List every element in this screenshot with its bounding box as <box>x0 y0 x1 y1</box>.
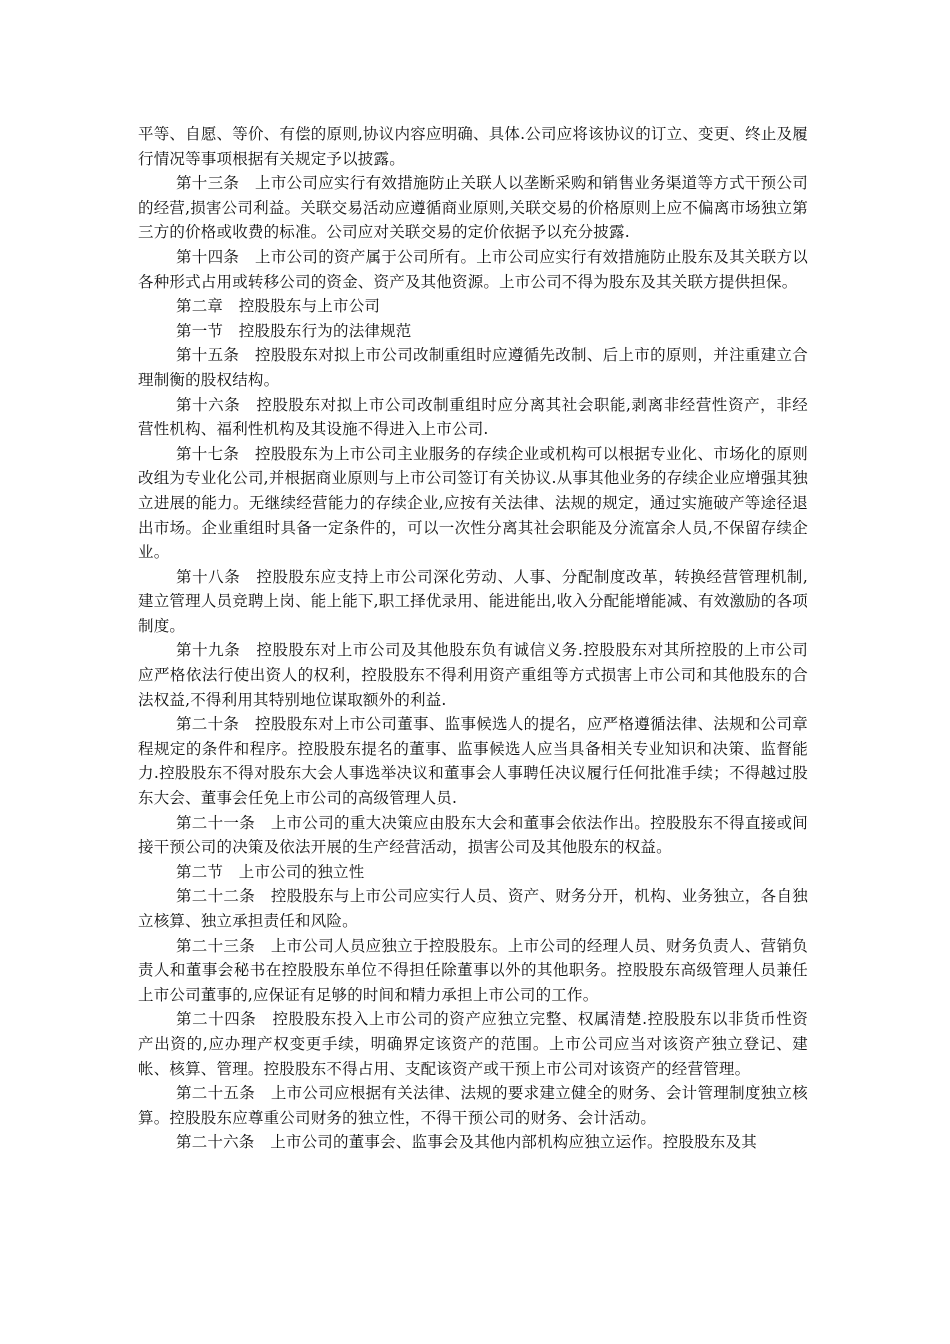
section-1-heading: 第一节 控股股东行为的法律规范 <box>176 321 412 340</box>
article-18: 第十八条 控股股东应支持上市公司深化劳动、人事、分配制度改革，转换经营管理机制,建立管理人员竞聘上岗、能上能下,职工择优录用、能进能出,收入分配能增能减、有效激励的各项制度。 <box>138 567 808 635</box>
article-16: 第十六条 控股股东对拟上市公司改制重组时应分离其社会职能,剥离非经营性资产，非经营性机构、福利性机构及其设施不得进入上市公司. <box>138 395 808 439</box>
article-13: 第十三条 上市公司应实行有效措施防止关联人以垄断采购和销售业务渠道等方式干预公司的经营,损害公司利益。关联交易活动应遵循商业原则,关联交易的价格原则上应不偏离市场独立第三方的价格或收费的标准。公司应对关联交易的定价依据予以充分披露. <box>138 174 808 242</box>
article-23: 第二十三条 上市公司人员应独立于控股股东。上市公司的经理人员、财务负责人、营销负责人和董事会秘书在控股股东单位不得担任除董事以外的其他职务。控股股东高级管理人员兼任上市公司董事的,应保证有足够的时间和精力承担上市公司的工作。 <box>138 936 808 1004</box>
article-26: 第二十六条 上市公司的董事会、监事会及其他内部机构应独立运作。控股股东及其 <box>176 1133 757 1152</box>
article-24: 第二十四条 控股股东投入上市公司的资产应独立完整、权属清楚.控股股东以非货币性资产出资的,应办理产权变更手续，明确界定该资产的范围。上市公司应当对该资产独立登记、建帐、核算、管理。控股股东不得占用、支配该资产或干预上市公司对该资产的经营管理。 <box>138 1010 808 1078</box>
section-2-heading: 第二节 上市公司的独立性 <box>176 862 365 881</box>
article-25: 第二十五条 上市公司应根据有关法律、法规的要求建立健全的财务、会计管理制度独立核算。控股股东应尊重公司财务的独立性，不得干预公司的财务、会计活动。 <box>138 1084 808 1127</box>
paragraph-continuation: 平等、自愿、等价、有偿的原则,协议内容应明确、具体.公司应将该协议的订立、变更、终止及履行情况等事项根据有关规定予以披露。 <box>138 125 808 168</box>
article-22: 第二十二条 控股股东与上市公司应实行人员、资产、财务分开，机构、业务独立，各自独立核算、独立承担责任和风险。 <box>138 887 808 930</box>
article-17: 第十七条 控股股东为上市公司主业服务的存续企业或机构可以根据专业化、市场化的原则改组为专业化公司,并根据商业原则与上市公司签订有关协议.从事其他业务的存续企业应增强其独立进展的能力。无继续经营能力的存续企业,应按有关法律、法规的规定，通过实施破产等途径退出市场。企业重组时具备一定条件的，可以一次性分离其社会职能及分流富余人员,不保留存续企业。 <box>138 444 808 562</box>
document-page <box>138 122 808 1155</box>
article-15: 第十五条 控股股东对拟上市公司改制重组时应遵循先改制、后上市的原则，并注重建立合理制衡的股权结构。 <box>138 346 808 389</box>
article-19: 第十九条 控股股东对上市公司及其他股东负有诚信义务.控股股东对其所控股的上市公司应严格依法行使出资人的权利，控股股东不得利用资产重组等方式损害上市公司和其他股东的合法权益,不得利用其特别地位谋取额外的利益. <box>138 641 808 709</box>
article-14: 第十四条 上市公司的资产属于公司所有。上市公司应实行有效措施防止股东及其关联方以各种形式占用或转移公司的资金、资产及其他资源。上市公司不得为股东及其关联方提供担保。 <box>138 247 808 291</box>
chapter-2-heading: 第二章 控股股东与上市公司 <box>176 297 381 316</box>
article-20: 第二十条 控股股东对上市公司董事、监事候选人的提名，应严格遵循法律、法规和公司章程规定的条件和程序。控股股东提名的董事、监事候选人应当具备相关专业知识和决策、监督能力.控股股东不得对股东大会人事选举决议和董事会人事聘任决议履行任何批准手续；不得越过股东大会、董事会任免上市公司的高级管理人员. <box>138 715 808 808</box>
article-21: 第二十一条 上市公司的重大决策应由股东大会和董事会依法作出。控股股东不得直接或间接干预公司的决策及依法开展的生产经营活动，损害公司及其他股东的权益。 <box>138 813 808 857</box>
